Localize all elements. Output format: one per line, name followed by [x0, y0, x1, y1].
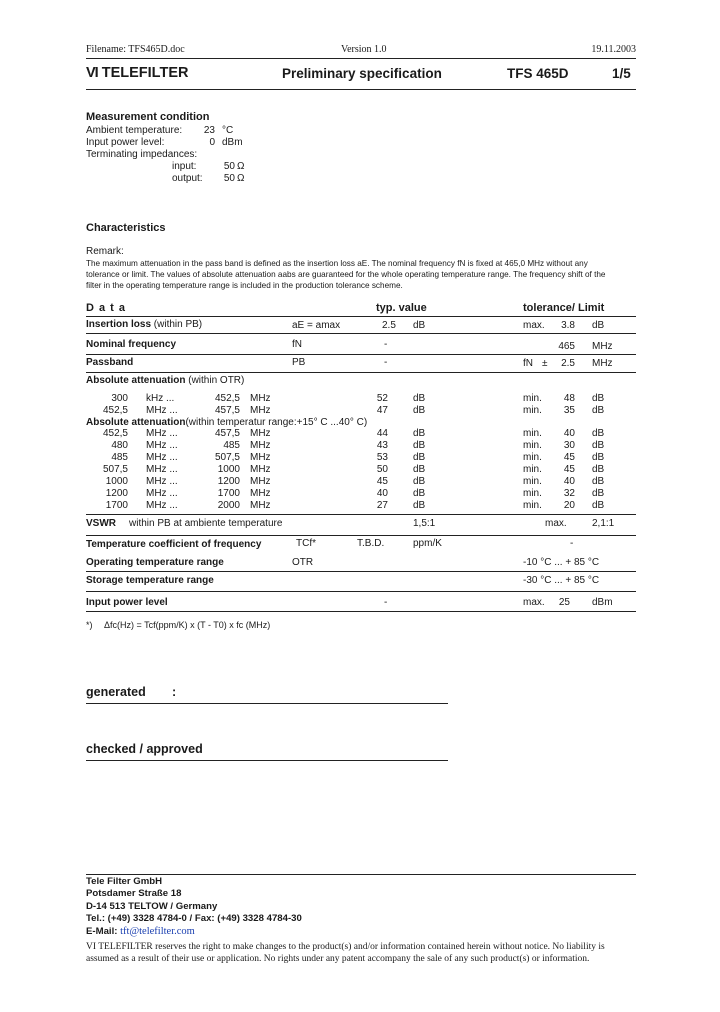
tempco-symbol: TCf* [296, 538, 316, 549]
attenuation-unit-cell: dB [413, 476, 426, 487]
remark-line: tolerance or limit. The values of absolute attenuation aabs are guaranteed for the whole operating temperature range. The frequency shift of the [86, 270, 606, 279]
characteristics-heading: Characteristics [86, 222, 166, 234]
row-rule [86, 354, 636, 355]
attenuation-typ-cell: 50 [376, 464, 388, 475]
row-rule [86, 611, 636, 612]
nominal-frequency-typ: - [384, 339, 388, 350]
attenuation-u1-cell: MHz ... [146, 476, 178, 487]
col-typ-header: typ. value [376, 302, 427, 314]
input-power-limit-kind: max. [523, 597, 545, 608]
ambient-unit: °C [222, 125, 234, 136]
attenuation-f1-cell: 452,5 [102, 405, 128, 416]
page-title: Preliminary specification [282, 66, 442, 81]
generated-colon: : [172, 685, 177, 699]
attenuation-lim-cell: 40 [563, 476, 575, 487]
attenuation-f1-cell: 452,5 [102, 428, 128, 439]
row-rule [86, 514, 636, 515]
attenuation-typ-cell: 53 [376, 452, 388, 463]
ambient-label: Ambient temperature: [86, 125, 183, 136]
generated-signature-line [86, 703, 448, 704]
company-city: D-14 513 TELTOW / Germany [86, 900, 218, 912]
attenuation-f2-cell: 2000 [217, 500, 240, 511]
passband-limit-symbol: fN [523, 358, 533, 369]
row-rule [86, 333, 636, 334]
vswr-typ: 1,5:1 [413, 518, 436, 529]
nominal-frequency-limit: 465 [558, 341, 575, 352]
attenuation-f1-cell: 1700 [105, 500, 128, 511]
table-header-rule [86, 316, 636, 317]
footer-address [86, 876, 302, 938]
footnote-text: Δfc(Hz) = Tcf(ppm/K) x (T - T0) x fc (MHz) [104, 620, 271, 630]
attenuation-typ-cell: 52 [376, 393, 388, 404]
header-bottom-rule [86, 89, 636, 90]
insertion-loss-label: Insertion loss [86, 319, 152, 330]
vswr-sub: within PB at ambiente temperature [129, 518, 283, 529]
input-power-limit-unit: dBm [592, 597, 613, 608]
email-line [86, 926, 302, 938]
vswr-limit: 2,1:1 [592, 518, 615, 529]
attenuation-unit-cell: dB [413, 405, 426, 416]
attenuation-u1-cell: MHz ... [146, 464, 178, 475]
attenuation-typ-cell: 47 [376, 405, 388, 416]
brand-name: TELEFILTER [101, 65, 189, 81]
abs-attenuation-temp-label: Absolute attenuation [86, 417, 186, 428]
attenuation-lim-unit-cell: dB [592, 476, 605, 487]
attenuation-unit-cell: dB [413, 500, 426, 511]
input-impedance-label: input: [172, 161, 197, 172]
generated-label: generated [86, 685, 146, 699]
disclaimer-line: assumed as a result of their use or application. No rights under any patent accompany the sale of any such product(s) or information. [86, 954, 590, 964]
insertion-loss-typ: 2.5 [382, 320, 396, 331]
attenuation-f1-cell: 300 [111, 393, 128, 404]
passband-typ: - [384, 357, 388, 368]
attenuation-f1-cell: 507,5 [102, 464, 128, 475]
tempco-label: Temperature coefficient of frequency [86, 539, 262, 550]
power-label: Input power level: [86, 137, 165, 148]
tempco-unit: ppm/K [413, 538, 442, 549]
header-top-rule [86, 58, 636, 59]
insertion-loss-symbol: aE = amax [292, 320, 341, 331]
attenuation-lim-unit-cell: dB [592, 405, 605, 416]
col-data-header: D a t a [86, 302, 127, 314]
insertion-loss-sub: (within PB) [153, 319, 203, 330]
passband-label: Passband [86, 357, 134, 368]
remark-line: filter in the operating temperature range is included in the production tolerance scheme. [86, 281, 403, 290]
input-power-limit: 25 [558, 597, 570, 608]
attenuation-kind-cell: min. [523, 452, 542, 463]
filename-label: Filename: TFS465D.doc [86, 44, 185, 55]
attenuation-unit-cell: dB [413, 488, 426, 499]
disclaimer [86, 941, 605, 965]
attenuation-u2-cell: MHz [250, 405, 271, 416]
attenuation-f2-cell: 457,5 [214, 428, 240, 439]
attenuation-f2-cell: 1200 [217, 476, 240, 487]
attenuation-unit-cell: dB [413, 440, 426, 451]
row-rule [86, 535, 636, 536]
attenuation-u1-cell: MHz ... [146, 452, 178, 463]
company-name: Tele Filter GmbH [86, 876, 163, 887]
attenuation-lim-unit-cell: dB [592, 428, 605, 439]
input-power-label: Input power level [86, 597, 168, 608]
attenuation-lim-cell: 45 [563, 452, 575, 463]
attenuation-u2-cell: MHz [250, 428, 271, 439]
attenuation-lim-cell: 48 [563, 393, 575, 404]
abs-attenuation-temp-sub: (within temperatur range:+15° C ...40° C) [185, 417, 368, 428]
attenuation-u2-cell: MHz [250, 440, 271, 451]
checked-label: checked / approved [86, 742, 203, 756]
company-street: Potsdamer Straße 18 [86, 888, 182, 900]
remark-text [86, 258, 605, 291]
attenuation-kind-cell: min. [523, 476, 542, 487]
insertion-loss-limit-kind: max. [523, 320, 545, 331]
email-link[interactable]: tft@telefilter.com [120, 925, 195, 937]
remark-line: The maximum attenuation in the pass band is defined as the insertion loss aE. The nominal frequency fN is fixed at 465,0 MHz without any [86, 259, 588, 268]
output-impedance-unit: Ω [237, 173, 245, 184]
brand-logo [86, 65, 188, 81]
vswr-label: VSWR [86, 518, 116, 529]
version-label: Version 1.0 [341, 44, 387, 55]
output-impedance-value: 50 [223, 173, 235, 184]
company-phone: Tel.: (+49) 3328 4784-0 / Fax: (+49) 3328 4784-30 [86, 913, 302, 925]
attenuation-u2-cell: MHz [250, 393, 271, 404]
attenuation-unit-cell: dB [413, 428, 426, 439]
attenuation-lim-cell: 20 [563, 500, 575, 511]
attenuation-lim-cell: 30 [563, 440, 575, 451]
attenuation-unit-cell: dB [413, 393, 426, 404]
attenuation-u2-cell: MHz [250, 452, 271, 463]
abs-attenuation-otr-sub: (within OTR) [188, 375, 245, 386]
attenuation-u1-cell: MHz ... [146, 440, 178, 451]
storage-limit: -30 °C ... + 85 °C [523, 575, 600, 586]
attenuation-f1-cell: 480 [111, 440, 128, 451]
attenuation-f1-cell: 1200 [105, 488, 128, 499]
col-tolerance-header: tolerance/ Limit [523, 302, 605, 314]
insertion-loss-limit: 3.8 [561, 320, 575, 331]
attenuation-kind-cell: min. [523, 405, 542, 416]
attenuation-typ-cell: 44 [376, 428, 388, 439]
vi-logo: VI [86, 65, 98, 81]
attenuation-kind-cell: min. [523, 393, 542, 404]
remark-label: Remark: [86, 246, 124, 257]
attenuation-lim-unit-cell: dB [592, 500, 605, 511]
output-impedance-label: output: [172, 173, 203, 184]
attenuation-f2-cell: 485 [223, 440, 240, 451]
nominal-frequency-limit-unit: MHz [592, 341, 613, 352]
disclaimer-line: VI TELEFILTER reserves the right to make changes to the product(s) and/or information contained herein without notice. No liability is [86, 942, 605, 952]
attenuation-u1-cell: kHz ... [146, 393, 175, 404]
nominal-frequency-label: Nominal frequency [86, 339, 177, 350]
email-label: E-Mail: [86, 925, 118, 937]
attenuation-lim-unit-cell: dB [592, 393, 605, 404]
attenuation-u2-cell: MHz [250, 476, 271, 487]
attenuation-kind-cell: min. [523, 464, 542, 475]
row-rule [86, 372, 636, 373]
attenuation-typ-cell: 43 [376, 440, 388, 451]
attenuation-lim-cell: 35 [563, 405, 575, 416]
attenuation-f2-cell: 507,5 [214, 452, 240, 463]
input-impedance-unit: Ω [237, 161, 245, 172]
attenuation-f2-cell: 452,5 [214, 393, 240, 404]
attenuation-unit-cell: dB [413, 452, 426, 463]
otr-symbol: OTR [292, 557, 314, 568]
vswr-row [86, 518, 116, 529]
impedance-label: Terminating impedances: [86, 149, 198, 160]
otr-limit: -10 °C ... + 85 °C [523, 557, 600, 568]
attenuation-u1-cell: MHz ... [146, 500, 178, 511]
row-rule [86, 591, 636, 592]
vswr-limit-kind: max. [545, 518, 567, 529]
attenuation-lim-unit-cell: dB [592, 464, 605, 475]
attenuation-f2-cell: 457,5 [214, 405, 240, 416]
attenuation-lim-cell: 45 [563, 464, 575, 475]
attenuation-lim-unit-cell: dB [592, 488, 605, 499]
attenuation-u1-cell: MHz ... [146, 488, 178, 499]
attenuation-u2-cell: MHz [250, 464, 271, 475]
attenuation-u1-cell: MHz ... [146, 428, 178, 439]
footnote-mark: *) [86, 620, 93, 630]
insertion-loss-row [86, 319, 202, 330]
attenuation-f1-cell: 485 [111, 452, 128, 463]
passband-symbol: PB [292, 357, 306, 368]
passband-limit: 2.5 [561, 358, 575, 369]
attenuation-lim-unit-cell: dB [592, 452, 605, 463]
attenuation-f2-cell: 1700 [217, 488, 240, 499]
row-rule [86, 571, 636, 572]
otr-label: Operating temperature range [86, 557, 224, 568]
storage-label: Storage temperature range [86, 575, 214, 586]
input-power-typ: - [384, 597, 388, 608]
attenuation-unit-cell: dB [413, 464, 426, 475]
insertion-loss-unit: dB [413, 320, 426, 331]
attenuation-lim-unit-cell: dB [592, 440, 605, 451]
attenuation-f2-cell: 1000 [217, 464, 240, 475]
passband-limit-pm: ± [542, 358, 548, 369]
attenuation-kind-cell: min. [523, 488, 542, 499]
abs-attenuation-otr-label: Absolute attenuation [86, 375, 186, 386]
attenuation-kind-cell: min. [523, 440, 542, 451]
attenuation-typ-cell: 45 [376, 476, 388, 487]
ambient-value: 23 [203, 125, 215, 136]
input-impedance-value: 50 [223, 161, 235, 172]
checked-signature-line [86, 760, 448, 761]
attenuation-u1-cell: MHz ... [146, 405, 178, 416]
footer-rule [86, 874, 636, 875]
abs-attenuation-otr-heading [86, 375, 244, 386]
nominal-frequency-symbol: fN [292, 339, 302, 350]
attenuation-u2-cell: MHz [250, 500, 271, 511]
attenuation-typ-cell: 40 [376, 488, 388, 499]
attenuation-typ-cell: 27 [376, 500, 388, 511]
power-unit: dBm [222, 137, 243, 148]
attenuation-lim-cell: 40 [563, 428, 575, 439]
attenuation-kind-cell: min. [523, 428, 542, 439]
insertion-loss-limit-unit: dB [592, 320, 605, 331]
tempco-typ: T.B.D. [357, 538, 385, 549]
page-number: 1/5 [612, 66, 631, 81]
attenuation-f1-cell: 1000 [105, 476, 128, 487]
attenuation-lim-cell: 32 [563, 488, 575, 499]
attenuation-u2-cell: MHz [250, 488, 271, 499]
abs-attenuation-temp-heading [86, 417, 367, 428]
part-number: TFS 465D [507, 66, 569, 81]
tempco-limit: - [570, 538, 574, 549]
attenuation-kind-cell: min. [523, 500, 542, 511]
power-value: 0 [209, 137, 215, 148]
date-label: 19.11.2003 [591, 44, 636, 55]
measurement-heading: Measurement condition [86, 111, 210, 123]
passband-limit-unit: MHz [592, 358, 613, 369]
